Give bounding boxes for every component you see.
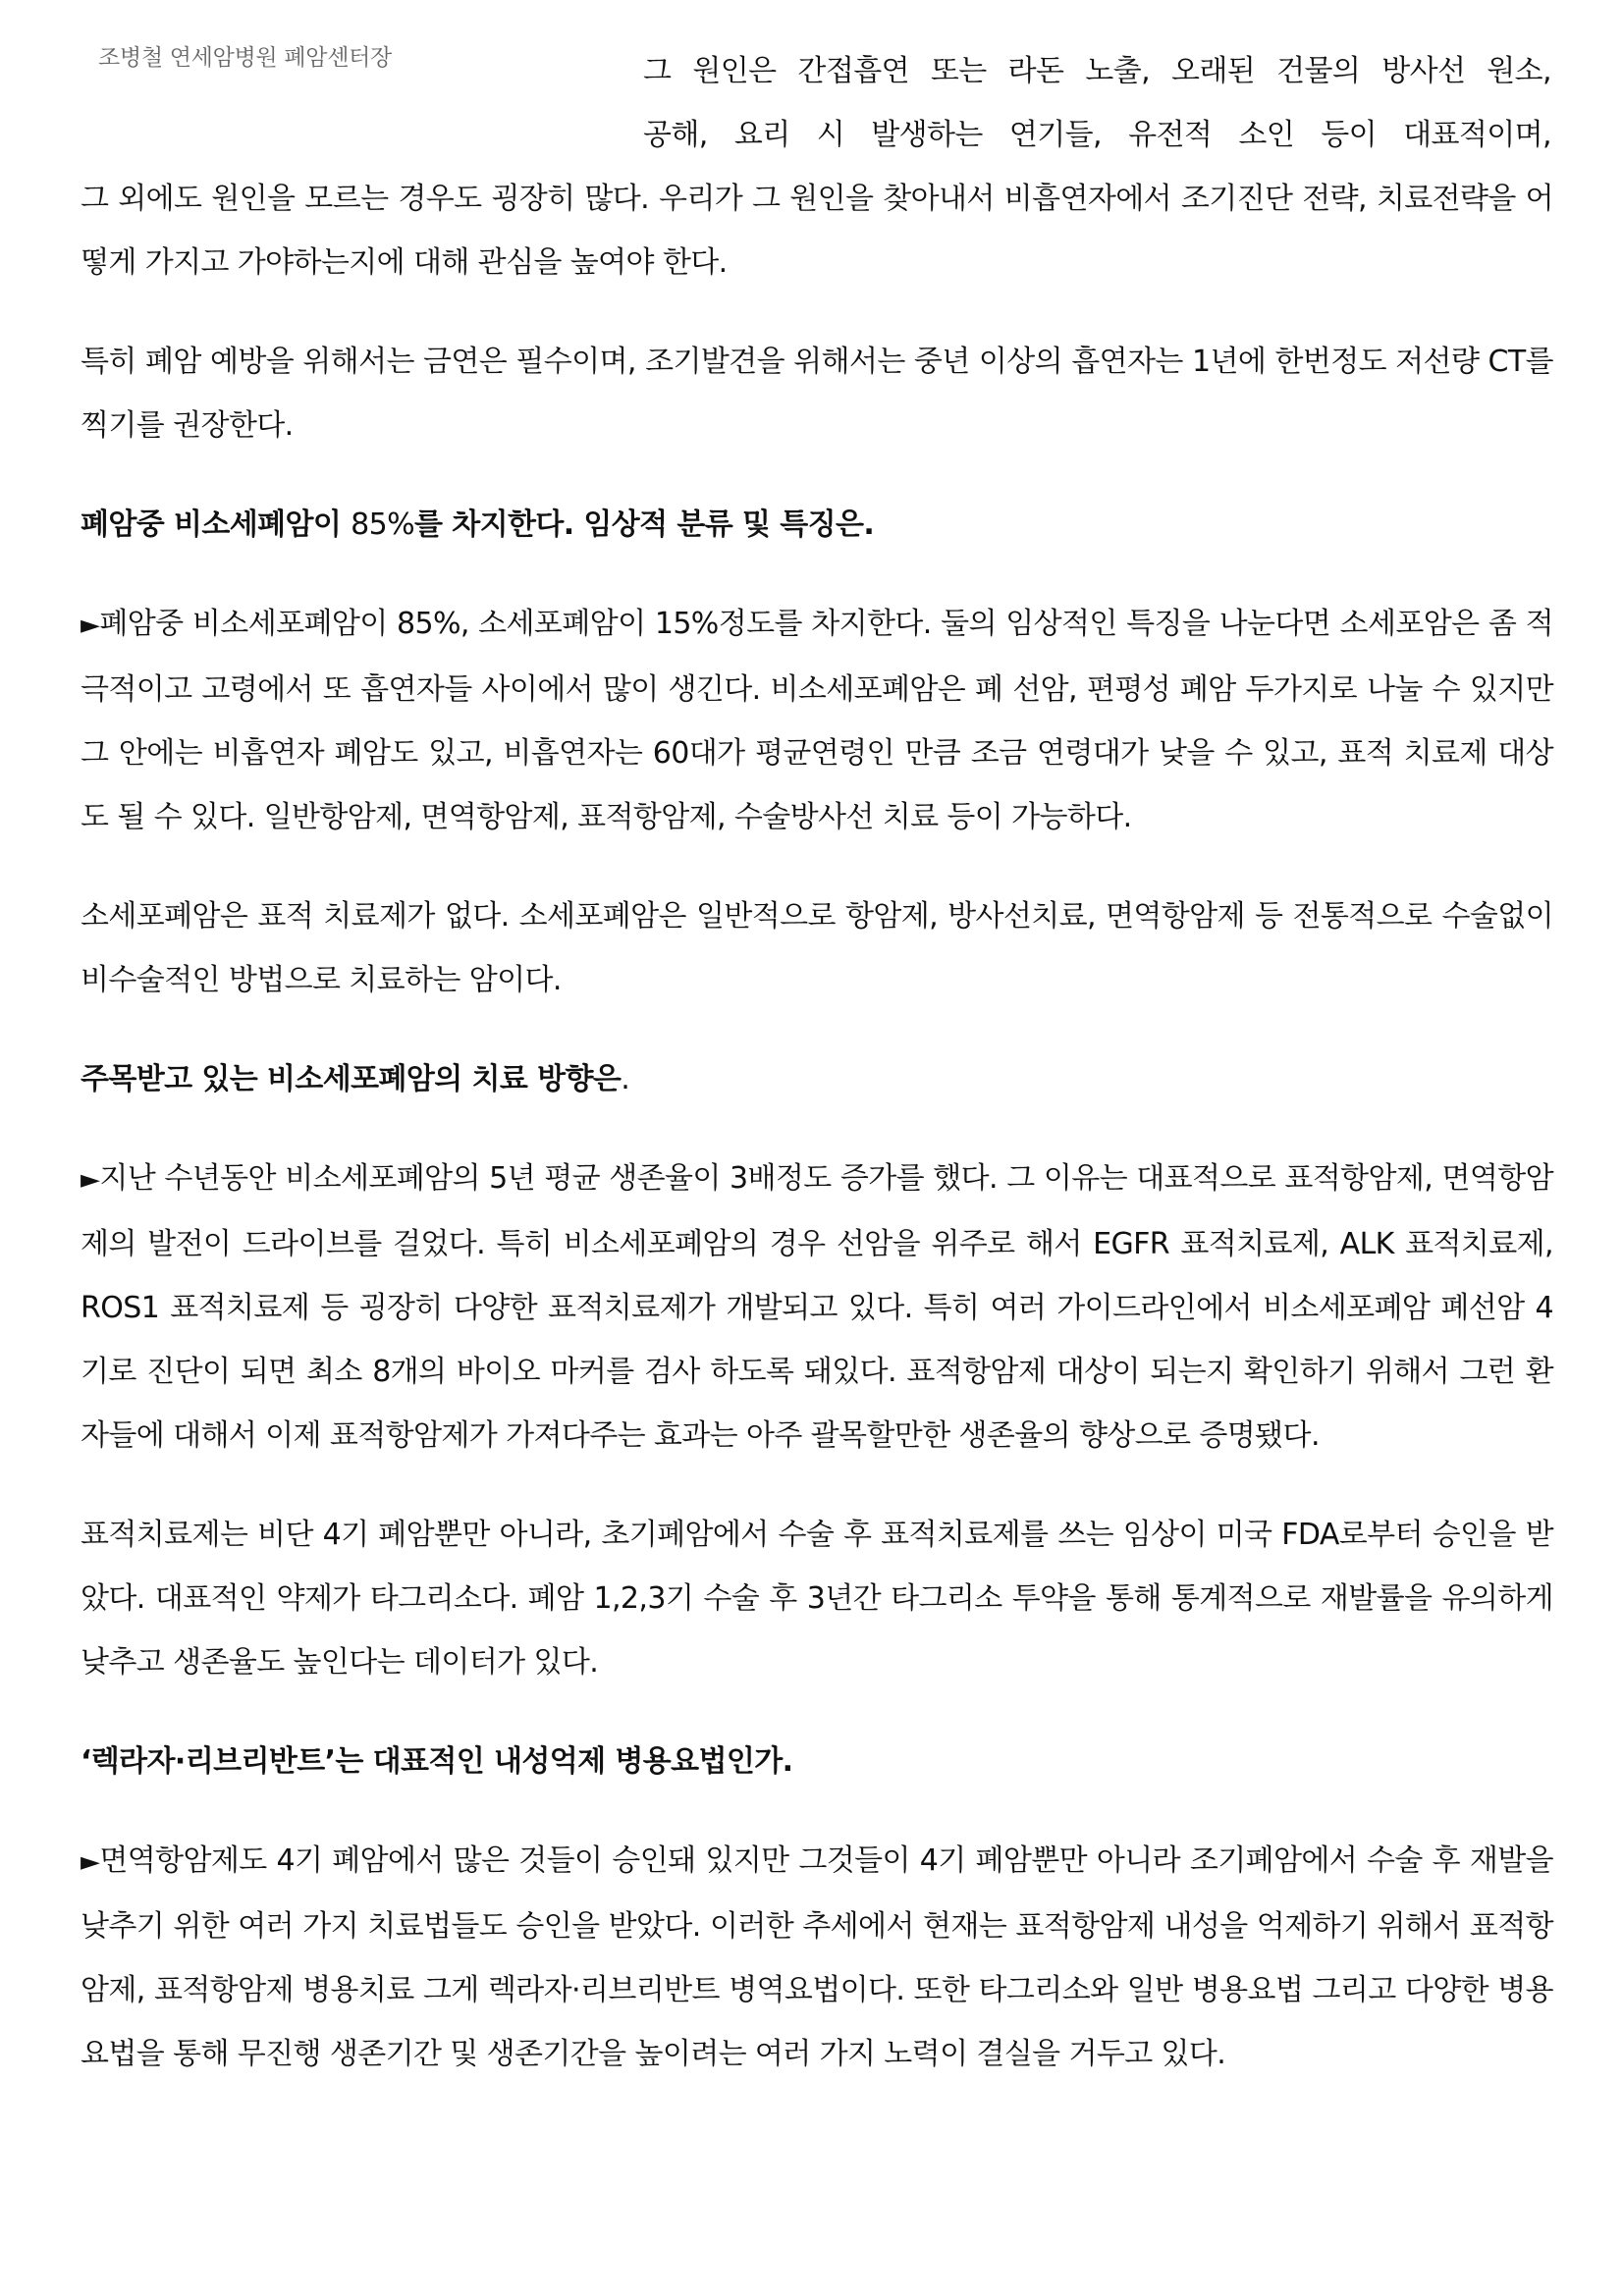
paragraph-targeted-therapy: 표적치료제는 비단 4기 폐암뿐만 아니라, 초기폐암에서 수술 후 표적치료제를 쓰는 임상이 미국 FDA로부터 승인을 받았다. 대표적인 약제가 타그리소다. 폐암 1,2,3기 수술 후 3년간 타그리소 투약을 통해 통계적으로 재발률을 유의하게 낮추고 생존율도 높인다는 데이터가 있다. <box>81 1518 1553 1680</box>
answer-paragraph-3 <box>81 1829 1553 2086</box>
question-heading-1-part-a: 폐암중 비소세폐암이 <box>81 507 352 542</box>
question-heading-2-text: 주목받고 있는 비소세포폐암의 치료 방향은 <box>81 1062 622 1096</box>
answer-paragraph-1-text: 폐암중 비소세포폐암이 85%, 소세포폐암이 15%정도를 차지한다. 둘의 임상적인 특징을 나눈다면 소세포암은 좀 적극적이고 고령에서 또 흡연자들 사이에서 많이 생긴다. 비소세포폐암은 폐 선암, 편평성 폐암 두가지로 나눌 수 있지만 그 안에는 비흡연자 폐암도 있고, 비흡연자는 60대가 평균연령인 만큼 조금 연령대가 낮을 수 있고, 표적 치료제 대상도 될 수 있다. 일반항암제, 면역항암제, 표적항암제, 수술방사선 치료 등이 가능하다. <box>81 607 1553 834</box>
paragraph-small-cell: 소세포폐암은 표적 치료제가 없다. 소세포폐암은 일반적으로 항암제, 방사선치료, 면역항암제 등 전통적으로 수술없이 비수술적인 방법으로 치료하는 암이다. <box>81 899 1553 997</box>
intro-continuation: 그 외에도 원인을 모르는 경우도 굉장히 많다. 우리가 그 원인을 찾아내서 비흡연자에서 조기진단 전략, 치료전략을 어떻게 가지고 가야하는지에 대해 관심을 높여야 한다. <box>81 182 1553 280</box>
answer-paragraph-3-text: 면역항암제도 4기 폐암에서 많은 것들이 승인돼 있지만 그것들이 4기 폐암뿐만 아니라 조기폐암에서 수술 후 재발을 낮추기 위한 여러 가지 치료법들도 승인을 받았다. 이러한 추세에서 현재는 표적항암제 내성을 억제하기 위해서 표적항암제, 표적항암제 병용치료 그게 렉라자·리브리반트 병역요법이다. 또한 타그리소와 일반 병용요법 그리고 다양한 병용요법을 통해 무진행 생존기간 및 생존기간을 높이려는 여러 가지 노력이 결실을 거두고 있다. <box>81 1843 1553 2071</box>
paragraph-prevention: 특히 폐암 예방을 위해서는 금연은 필수이며, 조기발견을 위해서는 중년 이상의 흡연자는 1년에 한번정도 저선량 CT를 찍기를 권장한다. <box>81 345 1553 443</box>
bullet-arrow-icon: ► <box>81 1165 100 1195</box>
question-heading-2-period: . <box>621 1062 630 1096</box>
question-heading-1-number: 85% <box>351 507 414 542</box>
intro-line-2: 공해, 요리 시 발생하는 연기들, 유전적 소인 등이 대표적이며, <box>643 118 1551 152</box>
question-heading-1-part-b: 를 차지한다. 임상적 분류 및 특징은. <box>414 507 875 542</box>
question-heading-2 <box>81 1047 1553 1111</box>
bullet-arrow-icon: ► <box>81 1847 100 1877</box>
article-body <box>81 167 1553 2086</box>
intro-line-1: 그 원인은 간접흡연 또는 라돈 노출, 오래된 건물의 방사선 원소, <box>643 54 1551 88</box>
photo-caption: 조병철 연세암병원 폐암센터장 <box>98 45 392 71</box>
question-heading-1 <box>81 493 1553 557</box>
intro-wrapped-text <box>643 39 1551 167</box>
answer-paragraph-1 <box>81 592 1553 849</box>
answer-paragraph-2 <box>81 1147 1553 1468</box>
bullet-arrow-icon: ► <box>81 611 100 640</box>
question-heading-3: ‘렉라자·리브리반트’는 대표적인 내성억제 병용요법인가. <box>81 1744 793 1779</box>
answer-paragraph-2-text: 지난 수년동안 비소세포폐암의 5년 평균 생존율이 3배정도 증가를 했다. 그 이유는 대표적으로 표적항암제, 면역항암제의 발전이 드라이브를 걸었다. 특히 비소세포폐암의 경우 선암을 위주로 해서 EGFR 표적치료제, ALK 표적치료제, ROS1 표적치료제 등 굉장히 다양한 표적치료제가 개발되고 있다. 특히 여러 가이드라인에서 비소세포폐암 폐선암 4기로 진단이 되면 최소 8개의 바이오 마커를 검사 하도록 돼있다. 표적항암제 대상이 되는지 확인하기 위해서 그런 환자들에 대해서 이제 표적항암제가 가져다주는 효과는 아주 괄목할만한 생존율의 향상으로 증명됐다. <box>81 1161 1553 1453</box>
